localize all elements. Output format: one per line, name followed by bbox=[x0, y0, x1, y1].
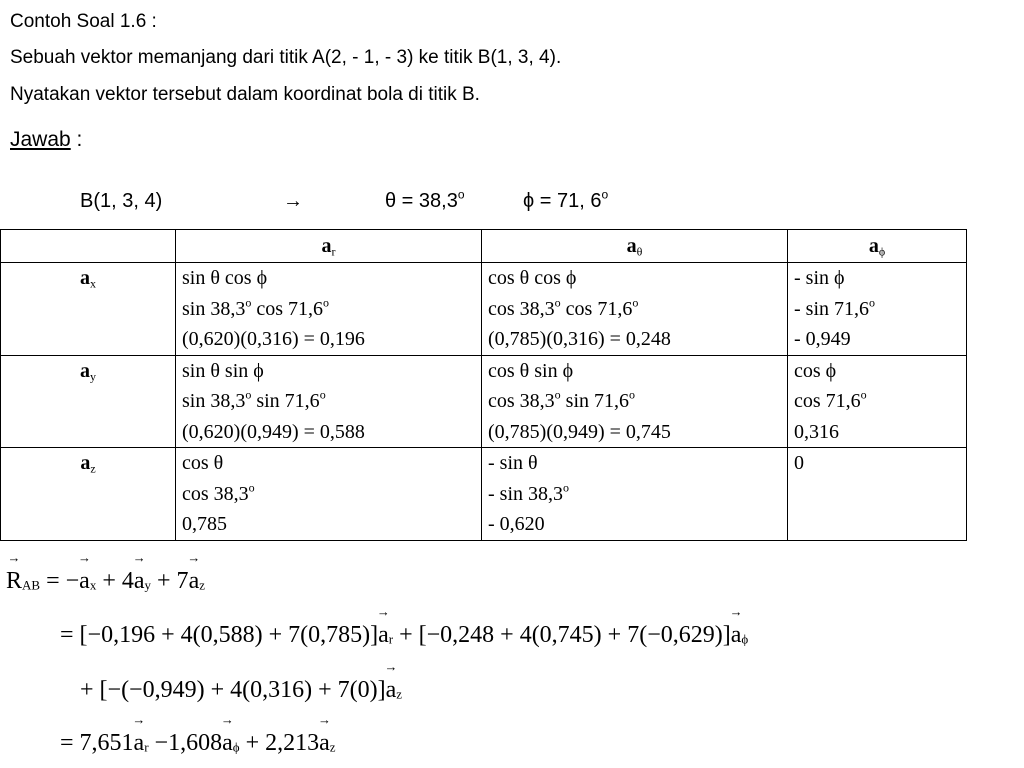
cell-line: - sin θ bbox=[488, 452, 538, 474]
subscript: r bbox=[388, 631, 394, 647]
degree-mark: o bbox=[323, 295, 330, 310]
cell-line: (0,785)(0,949) = 0,745 bbox=[488, 420, 671, 443]
cell-line: sin θ cos ϕ bbox=[182, 267, 268, 289]
cell-az-ar bbox=[176, 448, 482, 541]
unit-vector-sub: y bbox=[90, 369, 96, 384]
cell-az-aphi bbox=[788, 448, 967, 541]
eq-text: + 4 bbox=[96, 568, 134, 594]
subscript: z bbox=[329, 739, 336, 755]
cell-text: sin 71,6 bbox=[251, 390, 320, 412]
degree-mark: o bbox=[554, 295, 561, 310]
cell-ay-aphi bbox=[788, 355, 967, 448]
unit-vector: → a bbox=[378, 622, 389, 649]
problem-statement-line2: Nyatakan vektor tersebut dalam koordinat bola di titik B. bbox=[10, 84, 480, 105]
degree-mark: o bbox=[319, 387, 326, 402]
unit-vector: → a bbox=[134, 568, 145, 595]
degree-mark: o bbox=[632, 295, 639, 310]
degree-mark: o bbox=[554, 387, 561, 402]
cell-line bbox=[488, 479, 781, 510]
header-aphi bbox=[788, 230, 967, 263]
cell-line bbox=[794, 294, 960, 325]
subscript: r bbox=[144, 739, 149, 755]
cell-line bbox=[182, 294, 475, 325]
subscript: y bbox=[144, 577, 152, 593]
cell-ax-atheta bbox=[482, 263, 788, 356]
degree-mark: o bbox=[629, 387, 636, 402]
cell-line: (0,620)(0,949) = 0,588 bbox=[182, 420, 365, 443]
problem-title: Contoh Soal 1.6 : bbox=[10, 11, 157, 32]
cell-line: 0,316 bbox=[794, 420, 839, 443]
theta-value bbox=[385, 187, 465, 213]
degree-mark: o bbox=[601, 187, 609, 202]
eq-text: + 7 bbox=[151, 568, 189, 594]
vector-R: → R bbox=[6, 568, 22, 595]
eq-text: = − bbox=[40, 568, 80, 594]
theta-text: θ = 38,3 bbox=[385, 190, 458, 212]
unit-vector: → a bbox=[134, 730, 145, 757]
cell-line: (0,620)(0,316) = 0,196 bbox=[182, 328, 365, 350]
unit-vector: a bbox=[626, 235, 637, 257]
cell-line: cos ϕ bbox=[794, 359, 837, 382]
row-header-ax bbox=[1, 263, 176, 356]
subscript: AB bbox=[22, 577, 41, 593]
cell-line: sin θ sin ϕ bbox=[182, 359, 264, 382]
unit-vector-sub: z bbox=[90, 461, 96, 476]
equation-line-2 bbox=[60, 622, 748, 649]
unit-vector-sub: x bbox=[90, 276, 96, 291]
answer-label-colon: : bbox=[70, 128, 83, 151]
cell-az-atheta bbox=[482, 448, 788, 541]
eq-text: = [−0,196 + 4(0,588) + 7(0,785)] bbox=[60, 622, 379, 648]
degree-mark: o bbox=[869, 295, 875, 310]
cell-line bbox=[182, 479, 475, 510]
cell-ax-aphi bbox=[788, 263, 967, 356]
conversion-table bbox=[0, 229, 967, 541]
cell-text: - sin 71,6 bbox=[794, 297, 869, 320]
point-b: B(1, 3, 4) bbox=[80, 190, 163, 212]
unit-vector: → a bbox=[731, 622, 742, 649]
cell-line bbox=[794, 386, 960, 417]
table-row bbox=[1, 263, 967, 356]
cell-line bbox=[488, 294, 781, 325]
cell-text: cos 71,6 bbox=[251, 297, 324, 320]
eq-text: + [−0,248 + 4(0,745) + 7(−0,629)] bbox=[393, 622, 731, 648]
cell-text: cos 71,6 bbox=[560, 297, 633, 320]
cell-text: - sin 38,3 bbox=[488, 482, 563, 505]
cell-line bbox=[488, 386, 781, 417]
degree-mark: o bbox=[563, 480, 569, 495]
subscript: z bbox=[396, 686, 403, 702]
subscript: x bbox=[89, 577, 97, 593]
unit-vector: → a bbox=[79, 568, 90, 595]
unit-vector: a bbox=[868, 235, 879, 257]
header-ar bbox=[176, 230, 482, 263]
eq-text: + 2,213 bbox=[239, 730, 320, 756]
unit-vector: a bbox=[80, 359, 90, 382]
header-atheta bbox=[482, 230, 788, 263]
cell-line bbox=[182, 386, 475, 417]
arrow-icon: → bbox=[283, 190, 303, 212]
table-row bbox=[1, 355, 967, 448]
unit-vector-sub: ϕ bbox=[878, 244, 886, 259]
subscript: ϕ bbox=[741, 631, 749, 647]
degree-mark: o bbox=[245, 295, 252, 310]
eq-text: + [−(−0,949) + 4(0,316) + 7(0)] bbox=[80, 677, 386, 703]
cell-line: cos θ cos ϕ bbox=[488, 267, 577, 289]
cell-line: 0 bbox=[794, 452, 804, 474]
cell-line: cos θ bbox=[182, 452, 224, 474]
cell-line: - 0,949 bbox=[794, 328, 851, 350]
degree-mark: o bbox=[248, 480, 255, 495]
unit-vector: a bbox=[321, 235, 332, 257]
eq-text: = 7,651 bbox=[60, 730, 134, 756]
unit-vector: → a bbox=[319, 730, 330, 757]
row-header-az bbox=[1, 448, 176, 541]
equation-line-1 bbox=[6, 568, 205, 595]
answer-label bbox=[10, 128, 82, 152]
unit-vector-sub: θ bbox=[636, 244, 643, 259]
equation-line-4 bbox=[60, 730, 336, 757]
cell-line: 0,785 bbox=[182, 513, 227, 535]
table-header-row bbox=[1, 230, 967, 263]
cell-ax-ar bbox=[176, 263, 482, 356]
table-corner-cell bbox=[1, 230, 176, 263]
unit-vector: → a bbox=[189, 568, 200, 595]
cell-text: sin 38,3 bbox=[182, 390, 246, 412]
cell-ay-ar bbox=[176, 355, 482, 448]
cell-text: cos 38,3 bbox=[488, 297, 555, 320]
cell-text: cos 38,3 bbox=[488, 390, 555, 412]
degree-mark: o bbox=[245, 387, 252, 402]
unit-vector: → a bbox=[386, 677, 397, 704]
degree-mark: o bbox=[860, 387, 867, 402]
problem-statement-line1: Sebuah vektor memanjang dari titik A(2, - 1, - 3) ke titik B(1, 3, 4). bbox=[10, 47, 562, 68]
cell-line: - sin ϕ bbox=[794, 267, 845, 289]
unit-vector-sub: r bbox=[331, 244, 336, 259]
equation-line-3 bbox=[80, 677, 402, 704]
cell-text: cos 38,3 bbox=[182, 482, 249, 505]
degree-mark: o bbox=[457, 187, 465, 202]
unit-vector: a bbox=[80, 267, 90, 289]
cell-ay-atheta bbox=[482, 355, 788, 448]
cell-text: sin 38,3 bbox=[182, 297, 246, 320]
table-row bbox=[1, 448, 967, 541]
cell-text: cos 71,6 bbox=[794, 390, 861, 412]
cell-line: - 0,620 bbox=[488, 513, 545, 535]
subscript: ϕ bbox=[232, 739, 240, 755]
unit-vector: a bbox=[80, 452, 91, 474]
answer-label-text: Jawab bbox=[10, 128, 71, 151]
cell-line: (0,785)(0,316) = 0,248 bbox=[488, 328, 671, 350]
eq-text: −1,608 bbox=[148, 730, 223, 756]
phi-value bbox=[523, 187, 609, 213]
unit-vector: → a bbox=[222, 730, 233, 757]
phi-text: ϕ = 71, 6 bbox=[523, 190, 602, 212]
subscript: z bbox=[199, 577, 205, 593]
cell-line: cos θ sin ϕ bbox=[488, 359, 574, 382]
cell-text: sin 71,6 bbox=[560, 390, 630, 412]
row-header-ay bbox=[1, 355, 176, 448]
